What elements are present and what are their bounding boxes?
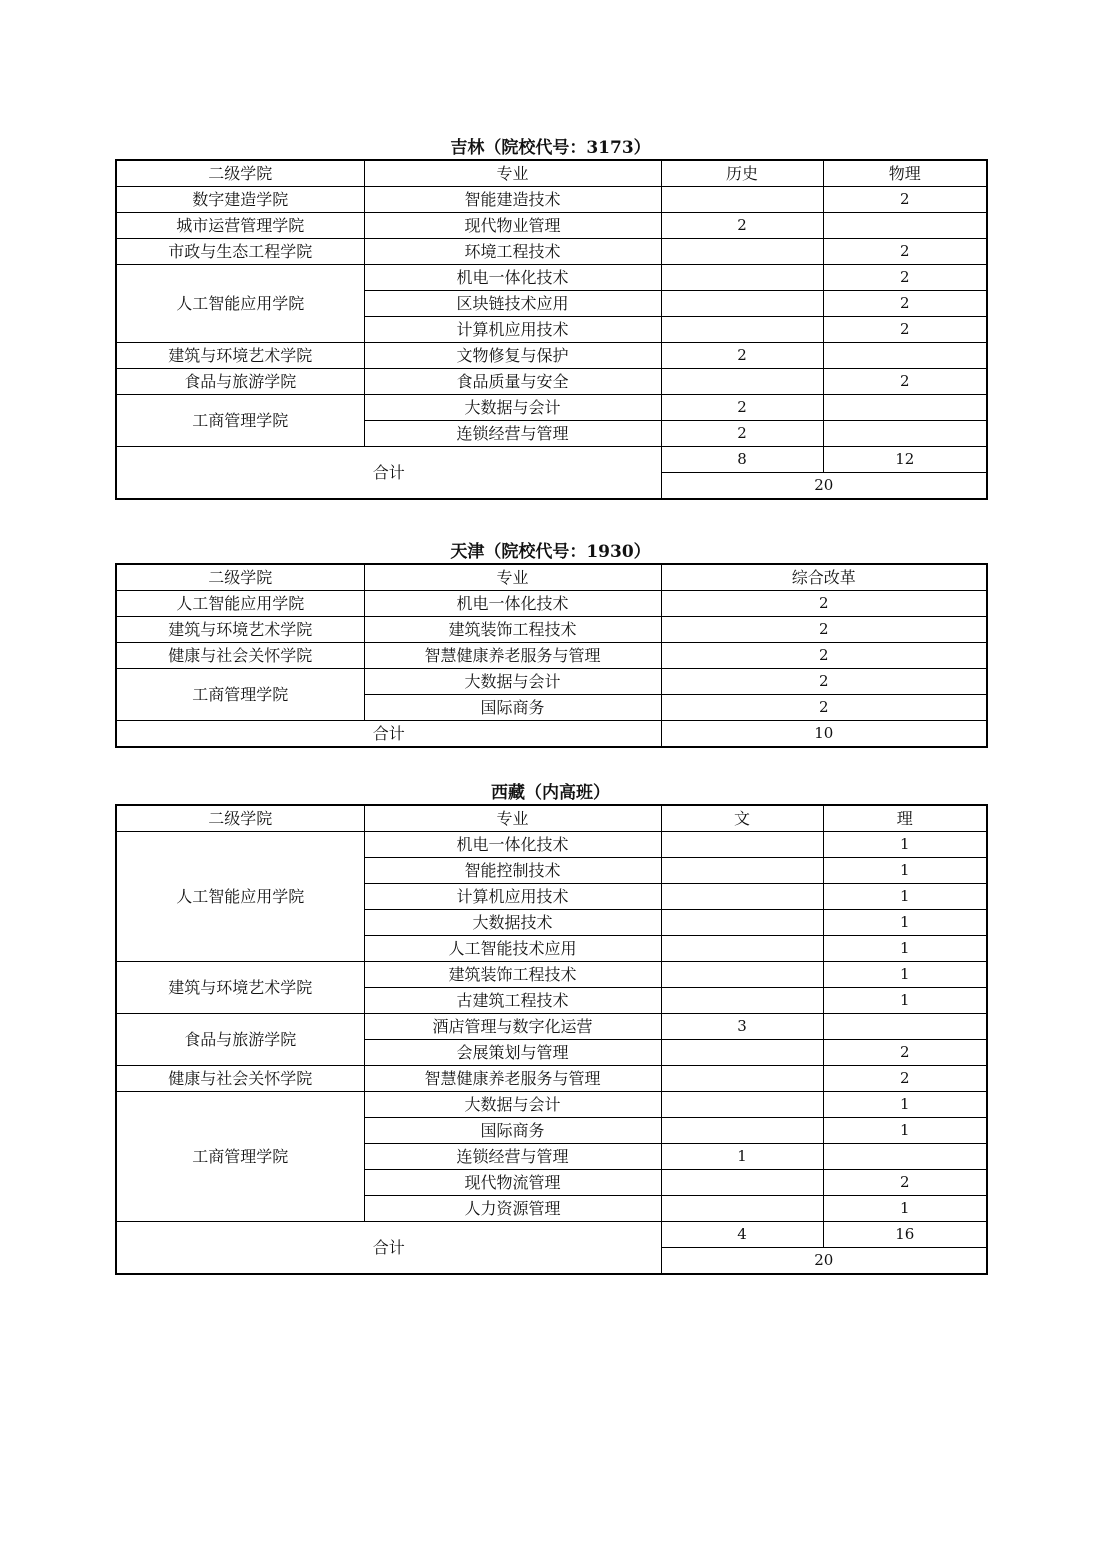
table-row — [116, 395, 987, 421]
major-cell: 机电一体化技术 — [364, 832, 661, 858]
jilin-section — [115, 137, 986, 500]
science-cell: 1 — [823, 832, 987, 858]
arts-cell — [661, 858, 823, 884]
major-cell: 大数据与会计 — [364, 669, 661, 695]
history-cell: 2 — [661, 421, 823, 447]
college-cell: 建筑与环境艺术学院 — [116, 617, 364, 643]
arts-cell — [661, 1092, 823, 1118]
header-college: 二级学院 — [116, 160, 364, 187]
arts-cell: 3 — [661, 1014, 823, 1040]
science-cell: 2 — [823, 1040, 987, 1066]
major-cell: 现代物业管理 — [364, 213, 661, 239]
major-cell: 连锁经营与管理 — [364, 421, 661, 447]
science-cell: 1 — [823, 1118, 987, 1144]
xizang-title: 西藏（内高班） — [491, 783, 610, 803]
header-arts: 文 — [661, 805, 823, 832]
history-cell: 2 — [661, 343, 823, 369]
header-major: 专业 — [364, 160, 661, 187]
history-cell — [661, 291, 823, 317]
college-cell: 工商管理学院 — [116, 669, 364, 721]
college-cell: 工商管理学院 — [116, 1092, 364, 1222]
table-header-row — [116, 160, 987, 187]
major-cell: 现代物流管理 — [364, 1170, 661, 1196]
college-cell: 健康与社会关怀学院 — [116, 1066, 364, 1092]
arts-cell — [661, 910, 823, 936]
history-cell — [661, 239, 823, 265]
major-cell: 智慧健康养老服务与管理 — [364, 1066, 661, 1092]
major-cell: 连锁经营与管理 — [364, 1144, 661, 1170]
total-physics: 12 — [823, 447, 987, 473]
total-arts: 4 — [661, 1222, 823, 1248]
quota-cell: 2 — [661, 617, 987, 643]
history-cell: 2 — [661, 213, 823, 239]
arts-cell: 1 — [661, 1144, 823, 1170]
arts-cell — [661, 988, 823, 1014]
total-row — [116, 721, 987, 748]
xizang-section — [115, 782, 986, 1275]
science-cell: 2 — [823, 1170, 987, 1196]
college-cell: 健康与社会关怀学院 — [116, 643, 364, 669]
table-row — [116, 643, 987, 669]
jilin-table — [115, 159, 988, 500]
tianjin-section — [115, 541, 986, 748]
major-cell: 大数据与会计 — [364, 395, 661, 421]
major-cell: 会展策划与管理 — [364, 1040, 661, 1066]
science-cell: 1 — [823, 1092, 987, 1118]
table-row — [116, 1066, 987, 1092]
college-cell: 食品与旅游学院 — [116, 1014, 364, 1066]
science-cell: 1 — [823, 884, 987, 910]
header-comprehensive: 综合改革 — [661, 564, 987, 591]
quota-cell: 2 — [661, 591, 987, 617]
table-row — [116, 1014, 987, 1040]
table-header-row — [116, 564, 987, 591]
physics-cell: 2 — [823, 187, 987, 213]
tianjin-table — [115, 563, 988, 748]
history-cell — [661, 187, 823, 213]
arts-cell — [661, 1118, 823, 1144]
major-cell: 建筑装饰工程技术 — [364, 962, 661, 988]
table-row — [116, 265, 987, 291]
tianjin-title: 天津（院校代号：1930） — [450, 542, 651, 562]
major-cell: 酒店管理与数字化运营 — [364, 1014, 661, 1040]
physics-cell: 2 — [823, 265, 987, 291]
arts-cell — [661, 1170, 823, 1196]
major-cell: 食品质量与安全 — [364, 369, 661, 395]
college-cell: 工商管理学院 — [116, 395, 364, 447]
major-cell: 计算机应用技术 — [364, 884, 661, 910]
total-sum: 10 — [661, 721, 987, 748]
major-cell: 人力资源管理 — [364, 1196, 661, 1222]
header-major: 专业 — [364, 564, 661, 591]
science-cell: 1 — [823, 962, 987, 988]
college-cell: 食品与旅游学院 — [116, 369, 364, 395]
physics-cell — [823, 395, 987, 421]
college-cell: 人工智能应用学院 — [116, 265, 364, 343]
total-sum: 20 — [661, 1248, 987, 1275]
major-cell: 大数据技术 — [364, 910, 661, 936]
college-cell: 人工智能应用学院 — [116, 832, 364, 962]
major-cell: 计算机应用技术 — [364, 317, 661, 343]
arts-cell — [661, 1066, 823, 1092]
physics-cell: 2 — [823, 239, 987, 265]
table-row — [116, 962, 987, 988]
total-label: 合计 — [116, 721, 661, 748]
major-cell: 国际商务 — [364, 695, 661, 721]
jilin-title: 吉林（院校代号：3173） — [450, 138, 651, 158]
arts-cell — [661, 962, 823, 988]
table-row — [116, 832, 987, 858]
total-label: 合计 — [116, 447, 661, 500]
major-cell: 环境工程技术 — [364, 239, 661, 265]
major-cell: 智能控制技术 — [364, 858, 661, 884]
arts-cell — [661, 1040, 823, 1066]
header-college: 二级学院 — [116, 564, 364, 591]
major-cell: 大数据与会计 — [364, 1092, 661, 1118]
science-cell: 1 — [823, 936, 987, 962]
physics-cell: 2 — [823, 369, 987, 395]
college-cell: 人工智能应用学院 — [116, 591, 364, 617]
science-cell: 1 — [823, 910, 987, 936]
table-row — [116, 187, 987, 213]
major-cell: 国际商务 — [364, 1118, 661, 1144]
history-cell: 2 — [661, 395, 823, 421]
table-row — [116, 669, 987, 695]
total-label: 合计 — [116, 1222, 661, 1275]
science-cell — [823, 1144, 987, 1170]
table-row — [116, 617, 987, 643]
college-cell: 建筑与环境艺术学院 — [116, 962, 364, 1014]
science-cell: 2 — [823, 1066, 987, 1092]
arts-cell — [661, 936, 823, 962]
physics-cell: 2 — [823, 291, 987, 317]
major-cell: 机电一体化技术 — [364, 591, 661, 617]
total-science: 16 — [823, 1222, 987, 1248]
history-cell — [661, 265, 823, 291]
major-cell: 区块链技术应用 — [364, 291, 661, 317]
science-cell: 1 — [823, 858, 987, 884]
college-cell: 建筑与环境艺术学院 — [116, 343, 364, 369]
physics-cell — [823, 421, 987, 447]
total-sum: 20 — [661, 473, 987, 500]
header-college: 二级学院 — [116, 805, 364, 832]
major-cell: 文物修复与保护 — [364, 343, 661, 369]
major-cell: 机电一体化技术 — [364, 265, 661, 291]
total-row — [116, 1222, 987, 1248]
science-cell: 1 — [823, 1196, 987, 1222]
quota-cell: 2 — [661, 669, 987, 695]
quota-cell: 2 — [661, 643, 987, 669]
major-cell: 人工智能技术应用 — [364, 936, 661, 962]
science-cell: 1 — [823, 988, 987, 1014]
arts-cell — [661, 832, 823, 858]
table-row — [116, 1092, 987, 1118]
header-physics: 物理 — [823, 160, 987, 187]
science-cell — [823, 1014, 987, 1040]
table-row — [116, 591, 987, 617]
arts-cell — [661, 1196, 823, 1222]
college-cell: 城市运营管理学院 — [116, 213, 364, 239]
arts-cell — [661, 884, 823, 910]
major-cell: 智能建造技术 — [364, 187, 661, 213]
xizang-table — [115, 804, 988, 1275]
quota-cell: 2 — [661, 695, 987, 721]
major-cell: 古建筑工程技术 — [364, 988, 661, 1014]
table-header-row — [116, 805, 987, 832]
major-cell: 建筑装饰工程技术 — [364, 617, 661, 643]
table-row — [116, 213, 987, 239]
total-history: 8 — [661, 447, 823, 473]
college-cell: 数字建造学院 — [116, 187, 364, 213]
physics-cell: 2 — [823, 317, 987, 343]
major-cell: 智慧健康养老服务与管理 — [364, 643, 661, 669]
header-science: 理 — [823, 805, 987, 832]
total-row — [116, 447, 987, 473]
physics-cell — [823, 343, 987, 369]
header-major: 专业 — [364, 805, 661, 832]
table-row — [116, 343, 987, 369]
college-cell: 市政与生态工程学院 — [116, 239, 364, 265]
header-history: 历史 — [661, 160, 823, 187]
history-cell — [661, 369, 823, 395]
history-cell — [661, 317, 823, 343]
physics-cell — [823, 213, 987, 239]
table-row — [116, 369, 987, 395]
table-row — [116, 239, 987, 265]
